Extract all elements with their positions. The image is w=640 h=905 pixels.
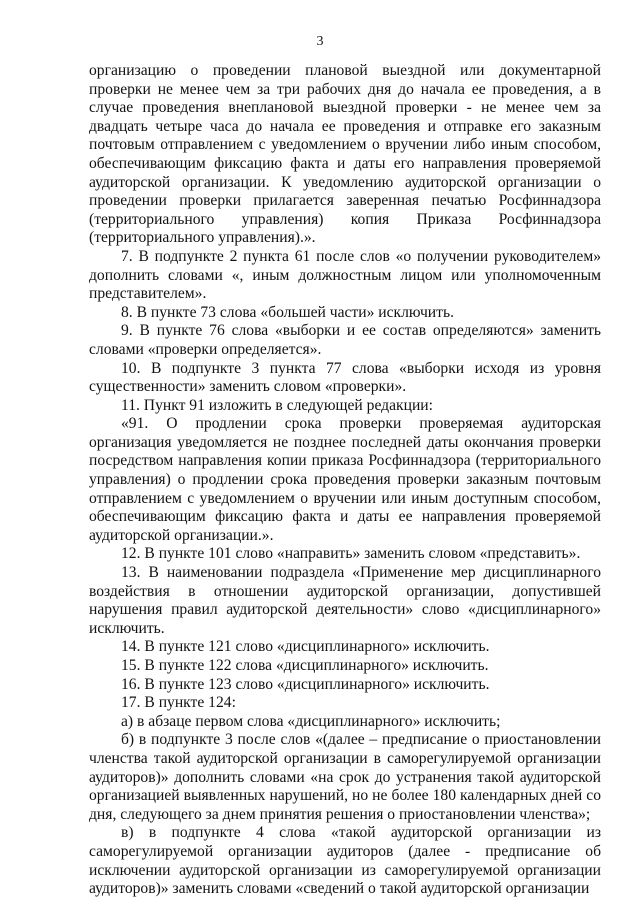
page-number: 3	[316, 34, 324, 49]
paragraph-item-11: 11. Пункт 91 изложить в следующей редакции:	[121, 396, 433, 414]
paragraph-item-16: 16. В пункте 123 слово «дисциплинарного» исключить.	[121, 675, 490, 693]
paragraph-item-7: 7. В подпункте 2 пункта 61 после слов «о получении руководителем» дополнить словами «, иным должностным лицом или уполномоченным представителем».	[89, 247, 601, 303]
paragraph-item-91-text: «91. О продлении срока проверки проверяемая аудиторская организация уведомляется не позднее последней даты окончания проверки посредством направления копии приказа Росфиннадзора (территориального управления) о продлении срока проведения проверки заказным почтовым отправлением с уведомлением о вручении или иным доступным способом, обеспечивающим фиксацию факта и даты ее направления проверяемой аудиторской организации.».	[89, 415, 601, 544]
paragraph-item-15: 15. В пункте 122 слова «дисциплинарного» исключить.	[121, 657, 489, 674]
paragraph-item-17: 17. В пункте 124:	[121, 694, 236, 712]
paragraph-item-10: 10. В подпункте 3 пункта 77 слова «выборки исходя из уровня существенности» заменить словом «проверки».	[89, 359, 601, 396]
document-body	[89, 62, 601, 899]
paragraph-subitem-a: а) в абзаце первом слова «дисциплинарного» исключить;	[121, 712, 501, 730]
paragraph-item-12: 12. В пункте 101 слово «направить» заменить словом «представить».	[121, 545, 581, 563]
paragraph-item-14: 14. В пункте 121 слово «дисциплинарного» исключить.	[121, 638, 490, 656]
paragraph-continuation: организацию о проведении плановой выездной или документарной проверки не менее чем за три рабочих дня до начала ее проведения, а в случае проведения внеплановой выездной проверки - не менее чем за двадцать четыре часа до начала ее проведения и отправке его заказным почтовым отправлением с уведомлением о вручении либо иным способом, обеспечивающим фиксацию факта и даты его направления проверяемой аудиторской организации. К уведомлению аудиторской организации о проведении проверки прилагается заверенная печатью Росфиннадзора (территориального управления) копия Приказа Росфиннадзора (территориального управления).».	[89, 62, 601, 247]
paragraph-item-8: 8. В пункте 73 слова «большей части» исключить.	[121, 303, 454, 321]
paragraph-subitem-b: б) в подпункте 3 после слов «(далее – предписание о приостановлении членства такой аудиторской организации в саморегулируемой организации аудиторов)» дополнить словами «на срок до устранения такой аудиторской организацией выявленных нарушений, но не более 180 календарных дней со дня, следующего за днем принятия решения о приостановлении членства»;	[89, 731, 601, 823]
paragraph-item-9: 9. В пункте 76 слова «выборки и ее состав определяются» заменить словами «проверки определяется».	[89, 322, 601, 358]
paragraph-item-13: 13. В наименовании подраздела «Применение мер дисциплинарного воздействия в отношении аудиторской организации, допустившей нарушения правил аудиторской деятельности» слово «дисциплинарного» исключить.	[89, 564, 601, 637]
paragraph-subitem-v: в) в подпункте 4 слова «такой аудиторской организации из саморегулируемой организации аудиторов (далее - предписание об исключении аудиторской организации из саморегулируемой организации аудиторов)» заменить словами «сведений о такой аудиторской организации	[89, 824, 601, 898]
